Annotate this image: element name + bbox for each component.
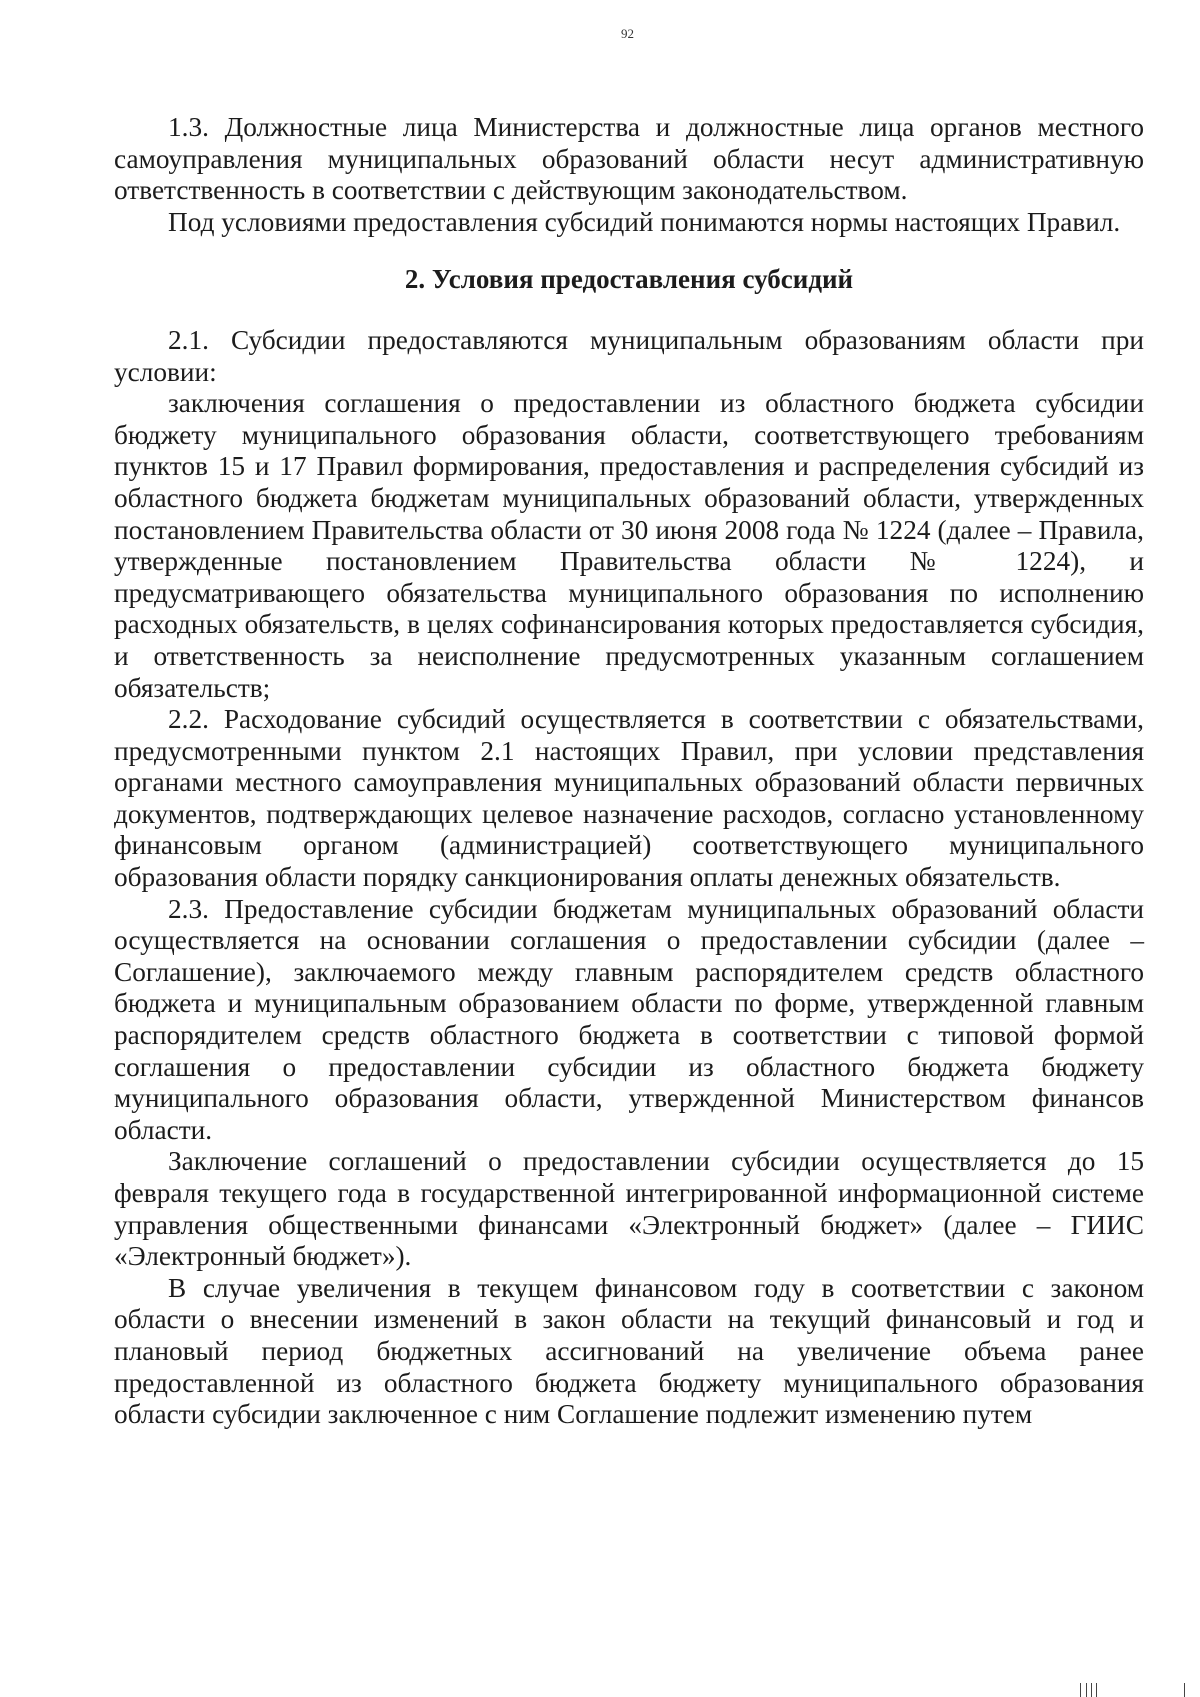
paragraph-conditions-definition: Под условиями предоставления субсидий понимаются нормы настоящих Правил. [168,206,1121,237]
document-body [114,112,1144,1431]
scan-edge-marks [1060,1683,1200,1697]
section-heading: 2. Условия предоставления субсидий [404,264,854,295]
paragraph-2-3: 2.3. Предоставление субсидии бюджетам муниципальных образований области осуществляется на основании соглашения о предоставлении субсидии (далее – Соглашение), заключаемого между главным распорядителем средств областного бюджета и муниципальным образованием области по форме, утвержденной главным распорядителем средств областного бюджета в соответствии с типовой формой соглашения о предоставлении субсидии из областного бюджета бюджету муниципального образования области, утвержденной Министерством финансов области. [114,893,1144,1145]
paragraph-agreement-deadline: Заключение соглашений о предоставлении субсидии осуществляется до 15 февраля текущего года в государственной интегрированной информационной системе управления общественными финансами «Электронный бюджет» (далее – ГИИС «Электронный бюджет»). [114,1146,1144,1272]
paragraph-2-1-agreement: заключения соглашения о предоставлении из областного бюджета субсидии бюджету муниципального образования области, соответствующего требованиям пунктов 15 и 17 Правил формирования, предоставления и распределения субсидий из областного бюджета бюджетам муниципальных образований области, утвержденных постановлением Правительства области от 30 июня 2008 года № 1224 (далее – Правила, утвержденные постановлением Правительства области № 1224), и предусматривающего обязательства муниципального образования по исполнению расходных обязательств, в целях софинансирования которых предоставляется субсидия, и ответственность за неисполнение предусмотренных указанным соглашением обязательств; [114,388,1144,703]
paragraph-1-3: 1.3. Должностные лица Министерства и должностные лица органов местного самоуправления муниципальных образований области несут административную ответственность в соответствии с действующим законодательством. [114,112,1144,206]
paragraph-2-1: 2.1. Субсидии предоставляются муниципальным образованиям области при условии: [114,324,1144,387]
paragraph-2-2: 2.2. Расходование субсидий осуществляется в соответствии с обязательствами, предусмотренными пунктом 2.1 настоящих Правил, при условии представления органами местного самоуправления муниципальных образований области первичных документов, подтверждающих целевое назначение расходов, согласно установленному финансовым органом (администрацией) соответствующего муниципального образования области порядку санкционирования оплаты денежных обязательств. [114,704,1144,893]
page-number: 92 [621,26,634,41]
paragraph-budget-increase: В случае увеличения в текущем финансовом году в соответствии с законом области о внесении изменений в закон области на текущий финансовый и год и плановый период бюджетных ассигнований на увеличение объема ранее предоставленной из областного бюджета бюджету муниципального образования области субсидии заключенное с ним Соглашение подлежит изменению путем [114,1272,1144,1430]
